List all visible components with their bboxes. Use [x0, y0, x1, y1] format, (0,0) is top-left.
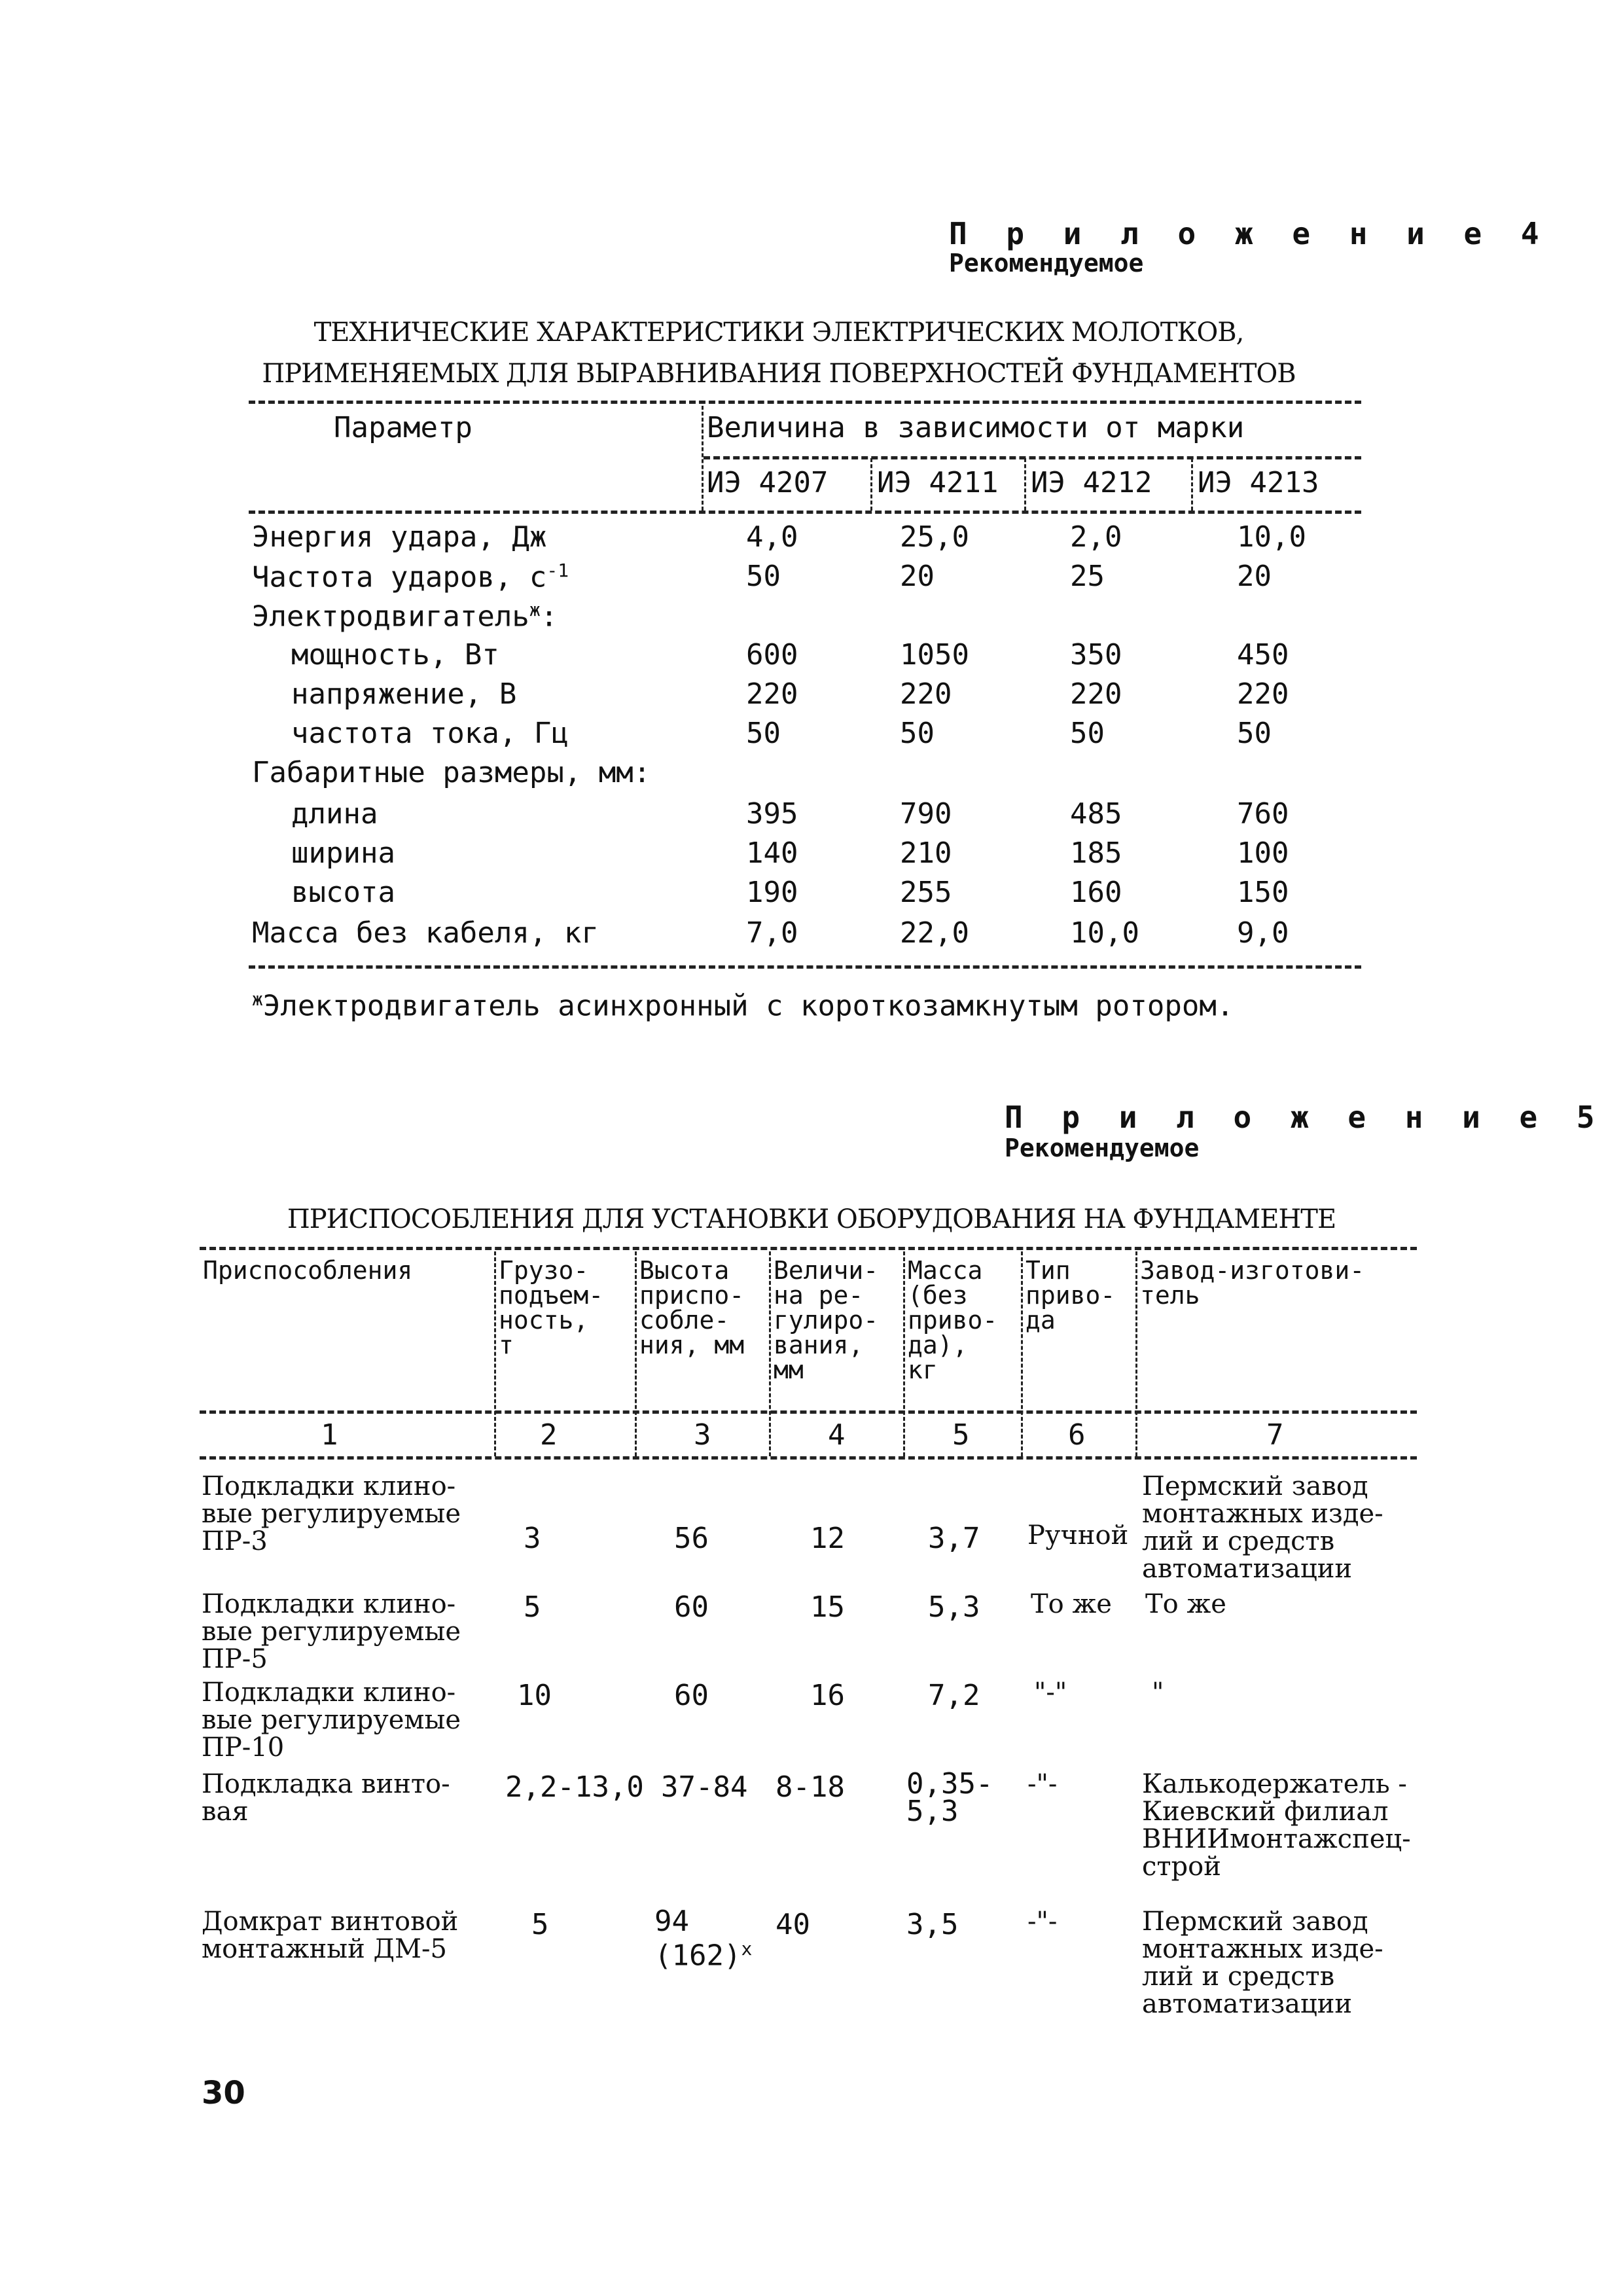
equipment-name: Подкладки клино- вые регулируемые ПР-5 [202, 1589, 461, 1674]
row-label: Масса без кабеля, кг [252, 916, 599, 950]
row-label: длина [291, 797, 378, 831]
table-1-model-header: ИЭ 4211 [877, 466, 999, 499]
height: 56 [674, 1522, 709, 1555]
table-2-vrule [635, 1251, 637, 1456]
cell: 10,0 [1237, 520, 1306, 554]
table-1-model-header: ИЭ 4213 [1198, 466, 1319, 499]
cell: 160 [1070, 876, 1122, 909]
table-2-header-adjustment: Величи- на ре- гулиро- вания, мм [774, 1256, 879, 1384]
adjustment: 15 [810, 1590, 845, 1624]
table-2-header-height: Высота приспо- собле- ния, мм [639, 1256, 745, 1359]
table-1-vrule [1024, 458, 1026, 511]
drive-type: -"- [1027, 1769, 1058, 1799]
adjustment: 16 [810, 1679, 845, 1712]
cell: 50 [746, 560, 781, 593]
cell: 9,0 [1237, 916, 1289, 950]
cell: 220 [1237, 677, 1289, 711]
capacity: 5 [524, 1590, 541, 1624]
table-2-col-number: 1 [321, 1418, 338, 1452]
height: 60 [674, 1590, 709, 1624]
height: 37-84 [661, 1770, 748, 1804]
appendix-4-heading: П р и л о ж е н и е 4 [949, 216, 1550, 251]
table-1-vrule [870, 458, 872, 511]
cell: 600 [746, 638, 798, 672]
height: 94 $(162)^х$ [654, 1905, 753, 1973]
cell: 450 [1237, 638, 1289, 672]
equipment-name: Подкладки клино- вые регулируемые ПР-3 [202, 1471, 461, 1556]
cell: 100 [1237, 836, 1289, 870]
table-2-vrule [494, 1251, 496, 1456]
table-2-col-number: 4 [828, 1418, 846, 1452]
appendix-4-status: Рекомендуемое [949, 249, 1144, 278]
table-1-group-rule [704, 456, 1361, 459]
cell: 50 [746, 717, 781, 750]
cell: 220 [900, 677, 952, 711]
adjustment: 12 [810, 1522, 845, 1555]
cell: 210 [900, 836, 952, 870]
cell: 185 [1070, 836, 1122, 870]
cell: 10,0 [1070, 916, 1139, 950]
cell: 790 [900, 797, 952, 831]
mass: 3,7 [928, 1522, 980, 1555]
cell: 395 [746, 797, 798, 831]
cell: 190 [746, 876, 798, 909]
table-2-header-mass: Масса (без приво- да), кг [908, 1256, 998, 1384]
table-2-header-equipment: Приспособления [203, 1256, 413, 1285]
row-label: ширина [291, 836, 395, 870]
cell: 350 [1070, 638, 1122, 672]
capacity: 10 [517, 1679, 552, 1712]
table-1-title-line-2: ПРИМЕНЯЕМЫХ ДЛЯ ВЫРАВНИВАНИЯ ПОВЕРХНОСТЕЙ ФУНДАМЕНТОВ [262, 359, 1296, 389]
cell: 150 [1237, 876, 1289, 909]
row-label: Электродвигатель$^ж$: [252, 599, 558, 634]
cell: 255 [900, 876, 952, 909]
mass: 3,5 [906, 1908, 959, 1941]
cell: 25 [1070, 560, 1105, 593]
cell: 50 [1237, 717, 1272, 750]
cell: 22,0 [900, 916, 969, 950]
table-1-model-header: ИЭ 4212 [1031, 466, 1152, 499]
table-2-header-maker: Завод-изготови- тель [1140, 1256, 1365, 1310]
table-2-header-capacity: Грузо- подъем- ность, т [499, 1256, 604, 1359]
table-2-title: ПРИСПОСОБЛЕНИЯ ДЛЯ УСТАНОВКИ ОБОРУДОВАНИЯ НА ФУНДАМЕНТЕ [287, 1204, 1336, 1234]
equipment-name: Подкладка винто- вая [202, 1769, 450, 1827]
cell: 20 [900, 560, 935, 593]
cell: 25,0 [900, 520, 969, 554]
table-2-col-number: 7 [1266, 1418, 1284, 1452]
table-1-group-header: Величина в зависимости от марки [707, 411, 1245, 444]
table-1-model-header: ИЭ 4207 [707, 466, 829, 499]
mass: 0,35- 5,3 [906, 1767, 993, 1828]
drive-type: Ручной [1027, 1520, 1129, 1551]
table-1-vrule [1191, 458, 1193, 511]
row-label: Габаритные размеры, мм: [252, 756, 651, 789]
table-2-vrule [1021, 1251, 1023, 1456]
manufacturer: Пермский завод монтажных изде- лий и средств автоматизации [1142, 1907, 1383, 2019]
adjustment: 8-18 [776, 1770, 845, 1804]
table-2-header-drive: Тип приво- да [1026, 1256, 1116, 1335]
adjustment: 40 [776, 1908, 810, 1941]
cell: 20 [1237, 560, 1272, 593]
table-1-title-line-1: ТЕХНИЧЕСКИЕ ХАРАКТЕРИСТИКИ ЭЛЕКТРИЧЕСКИХ МОЛОТКОВ, [313, 317, 1244, 348]
manufacturer: Калькодержатель - Киевский филиал ВНИИмонтажспец- строй [1142, 1769, 1411, 1882]
cell: 760 [1237, 797, 1289, 831]
table-2-vrule [769, 1251, 771, 1456]
table-2-number-rule [200, 1456, 1417, 1460]
cell: 1050 [900, 638, 969, 672]
manufacturer: То же [1145, 1589, 1226, 1619]
row-label: напряжение, В [291, 677, 517, 711]
table-2-col-number: 6 [1068, 1418, 1086, 1452]
mass: 7,2 [928, 1679, 980, 1712]
table-1-footnote: $^ж$Электродвигатель асинхронный с короткозамкнутым ротором. [252, 988, 1234, 1023]
manufacturer: " [1152, 1677, 1164, 1708]
table-2-top-rule [200, 1247, 1417, 1250]
equipment-name: Домкрат винтовой монтажный ДМ-5 [202, 1907, 459, 1964]
cell: 4,0 [746, 520, 798, 554]
row-label: высота [291, 876, 395, 909]
capacity: 2,2-13,0 [505, 1770, 644, 1804]
table-2-vrule [1135, 1251, 1137, 1456]
height: 60 [674, 1679, 709, 1712]
table-1-vrule [702, 406, 704, 511]
table-1-header-rule [249, 511, 1361, 514]
row-label: Энергия удара, Дж [252, 520, 547, 554]
cell: 485 [1070, 797, 1122, 831]
table-2-header-rule [200, 1410, 1417, 1414]
appendix-5-heading: П р и л о ж е н и е 5 [1005, 1100, 1605, 1135]
table-2-vrule [903, 1251, 905, 1456]
table-1-param-header: Параметр [334, 411, 473, 444]
cell: 140 [746, 836, 798, 870]
row-label: мощность, Вт [291, 638, 499, 672]
drive-type: То же [1031, 1589, 1112, 1619]
drive-type: "-" [1034, 1677, 1067, 1708]
cell: 2,0 [1070, 520, 1122, 554]
table-1-top-rule [249, 401, 1361, 404]
page-number: 30 [202, 2075, 245, 2111]
cell: 7,0 [746, 916, 798, 950]
mass: 5,3 [928, 1590, 980, 1624]
cell: 220 [1070, 677, 1122, 711]
cell: 220 [746, 677, 798, 711]
manufacturer: Пермский завод монтажных изде- лий и средств автоматизации [1142, 1471, 1383, 1584]
capacity: 5 [531, 1908, 549, 1941]
appendix-5-status: Рекомендуемое [1005, 1134, 1200, 1162]
row-label: частота тока, Гц [291, 717, 569, 750]
row-label: Частота ударов, $с^{-1}$ [252, 560, 569, 594]
table-2-col-number: 3 [694, 1418, 711, 1452]
table-2-col-number: 5 [952, 1418, 970, 1452]
capacity: 3 [524, 1522, 541, 1555]
table-2-col-number: 2 [540, 1418, 558, 1452]
cell: 50 [1070, 717, 1105, 750]
drive-type: -"- [1027, 1907, 1058, 1937]
table-1-bottom-rule [249, 965, 1361, 969]
cell: 50 [900, 717, 935, 750]
equipment-name: Подкладки клино- вые регулируемые ПР-10 [202, 1677, 461, 1763]
